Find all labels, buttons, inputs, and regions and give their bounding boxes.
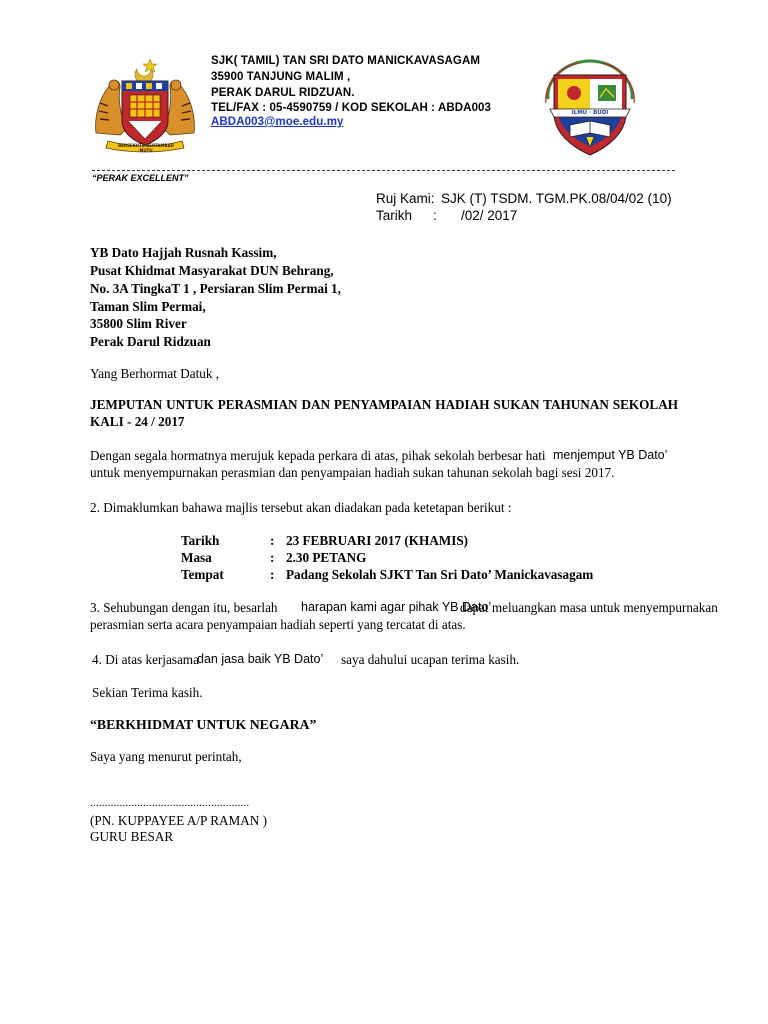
detail-sep: : (270, 533, 275, 548)
salutation: Yang Berhormat Datuk , (90, 366, 220, 381)
recipient-line: Pusat Khidmat Masyarakat DUN Behrang, (90, 263, 334, 278)
paragraph-1-invite: menjemput YB Dato’ (553, 448, 668, 462)
signatory-title: GURU BESAR (90, 829, 174, 844)
detail-value-venue: Padang Sekolah SJKT Tan Sri Dato’ Manickavasagam (286, 567, 594, 582)
email-link[interactable]: ABDA003@moe.edu.my (211, 116, 344, 128)
crest-caption: BERSEKUTU BERTAMBAH MUTU (118, 143, 174, 153)
recipient-line: YB Dato Hajjah Rusnah Kassim, (90, 245, 277, 260)
school-logo-banner: ILMU · BUDI (571, 110, 609, 116)
school-logo (540, 55, 640, 160)
paragraph-1-line-2: untuk menyempurnakan perasmian dan penyampaian hadiah sukan tahunan sekolah bagi sesi 2017. (90, 465, 615, 480)
detail-label-date: Tarikh (181, 533, 220, 548)
closing: Sekian Terima kasih. (92, 685, 203, 700)
state-motto: “PERAK EXCELLENT” (92, 173, 189, 183)
signatory-name: (PN. KUPPAYEE A/P RAMAN ) (90, 813, 267, 828)
slogan: “BERKHIDMAT UNTUK NEGARA” (90, 717, 317, 732)
paragraph-2: 2. Dimaklumkan bahawa majlis tersebut akan diadakan pada ketetapan berikut : (90, 500, 512, 515)
subject-line-2: KALI - 24 / 2017 (90, 414, 185, 429)
recipient-line: No. 3A TingkaT 1 , Persiaran Slim Permai 1, (90, 281, 341, 296)
recipient-line: Taman Slim Permai, (90, 299, 206, 314)
paragraph-3-text: 3. Sehubungan dengan itu, besarlah (90, 600, 278, 615)
header-divider (92, 170, 675, 171)
ruj-value: SJK (T) TSDM. TGM.PK.08/04/02 (10) (441, 191, 672, 206)
subject-line-1: JEMPUTAN UNTUK PERASMIAN DAN PENYAMPAIAN HADIAH SUKAN TAHUNAN SEKOLAH (90, 397, 678, 412)
state-crest-logo (90, 55, 200, 155)
paragraph-4-text-end: saya dahului ucapan terima kasih. (341, 652, 520, 667)
paragraph-4-text: 4. Di atas kerjasama (92, 652, 199, 667)
signature-line: ...................................................... (90, 797, 250, 809)
detail-value-date: 23 FEBRUARI 2017 (KHAMIS) (286, 533, 469, 548)
address-line-1: 35900 TANJUNG MALIM , (211, 71, 351, 83)
ruj-label: Ruj Kami: (376, 191, 435, 206)
detail-value-time: 2.30 PETANG (286, 550, 367, 565)
recipient-line: 35800 Slim River (90, 316, 187, 331)
contact-line: TEL/FAX : 05-4590759 / KOD SEKOLAH : ABDA003 (211, 102, 492, 114)
date-separator: : (433, 208, 437, 223)
detail-sep: : (270, 567, 275, 582)
paragraph-3-text-end: dapat meluangkan masa untuk menyempurnakan (460, 600, 718, 615)
recipient-line: Perak Darul Ridzuan (90, 334, 211, 349)
date-label: Tarikh (376, 208, 413, 223)
paragraph-3-request: harapan kami agar pihak YB Dato’ (301, 600, 492, 614)
paragraph-4-thanks: dan jasa baik YB Dato’ (197, 652, 324, 666)
paragraph-3-line-2: perasmian serta acara penyampaian hadiah seperti yang tercatat di atas. (90, 617, 466, 632)
date-value: /02/ 2017 (461, 208, 518, 223)
paragraph-1-text: Dengan segala hormatnya merujuk kepada perkara di atas, pihak sekolah berbesar hati (90, 448, 546, 463)
detail-sep: : (270, 550, 275, 565)
detail-label-venue: Tempat (181, 567, 224, 582)
sign-off: Saya yang menurut perintah, (90, 749, 242, 764)
school-name: SJK( TAMIL) TAN SRI DATO MANICKAVASAGAM (211, 55, 481, 67)
detail-label-time: Masa (181, 550, 212, 565)
address-line-2: PERAK DARUL RIDZUAN. (211, 87, 355, 99)
